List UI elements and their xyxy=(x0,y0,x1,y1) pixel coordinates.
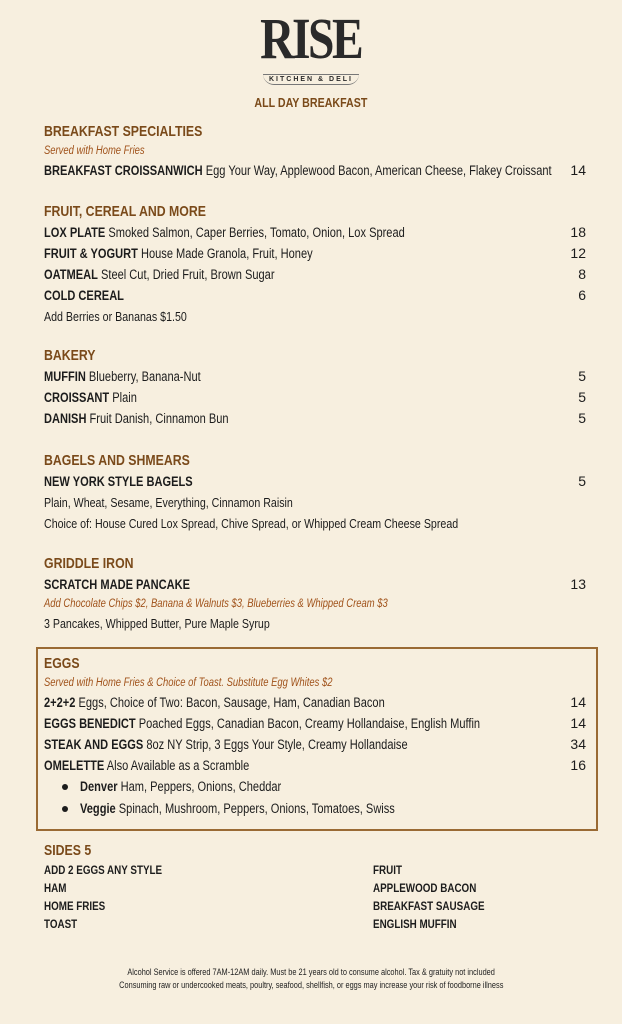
menu-item: EGGS BENEDICT Poached Eggs, Canadian Bacon, Creamy Hollandaise, English Muffin 14 xyxy=(44,713,586,734)
section-title: SIDES 5 xyxy=(44,842,92,859)
logo-word: RISE xyxy=(260,6,362,71)
sides-right-column xyxy=(373,861,509,933)
side-item: FRUIT xyxy=(373,863,402,877)
section-title: FRUIT, CEREAL AND MORE xyxy=(44,203,206,220)
item-price: 16 xyxy=(570,757,586,773)
pancake-description: 3 Pancakes, Whipped Butter, Pure Maple Syrup xyxy=(44,616,270,631)
item-price: 18 xyxy=(570,224,586,240)
footer xyxy=(0,966,622,992)
side-item: ENGLISH MUFFIN xyxy=(373,917,457,931)
bagel-spreads: Choice of: House Cured Lox Spread, Chive Spread, or Whipped Cream Cheese Spread xyxy=(44,516,459,531)
menu-item: COLD CEREAL 6 xyxy=(44,285,586,306)
side-item: HAM xyxy=(44,881,67,895)
section-title: BREAKFAST SPECIALTIES xyxy=(44,123,203,140)
omelette-option: Veggie Spinach, Mushroom, Peppers, Onions, Tomatoes, Swiss xyxy=(44,798,586,820)
menu-item: FRUIT & YOGURT House Made Granola, Fruit, Honey 12 xyxy=(44,243,586,264)
omelette-option: Denver Ham, Peppers, Onions, Cheddar xyxy=(44,776,586,798)
item-price: 12 xyxy=(570,245,586,261)
sides-left-column xyxy=(44,861,188,933)
menu-item xyxy=(44,160,586,181)
item-price: 5 xyxy=(578,368,586,384)
section-note: Served with Home Fries & Choice of Toast. Substitute Egg Whites $2 xyxy=(44,677,333,689)
side-item: BREAKFAST SAUSAGE xyxy=(373,899,485,913)
section-bakery xyxy=(44,346,586,429)
section-title: EGGS xyxy=(44,655,80,672)
footer-alcohol-notice: Alcohol Service is offered 7AM-12AM daily. Must be 21 years old to consume alcohol. Tax & gratuity not included xyxy=(127,967,495,977)
section-fruit-cereal xyxy=(44,202,586,327)
item-name: BREAKFAST CROISSANWICH xyxy=(44,163,203,178)
menu-item: NEW YORK STYLE BAGELS 5 xyxy=(44,471,586,492)
tagline: ALL DAY BREAKFAST xyxy=(254,95,368,110)
menu-item: DANISH Fruit Danish, Cinnamon Bun 5 xyxy=(44,408,586,429)
menu-item: LOX PLATE Smoked Salmon, Caper Berries, Tomato, Onion, Lox Spread 18 xyxy=(44,222,586,243)
item-price: 5 xyxy=(578,389,586,405)
menu-item: OATMEAL Steel Cut, Dried Fruit, Brown Sugar 8 xyxy=(44,264,586,285)
section-eggs xyxy=(44,654,586,820)
section-title: BAKERY xyxy=(44,347,96,364)
section-griddle-iron xyxy=(44,554,586,634)
item-price: 13 xyxy=(570,576,586,592)
section-bagels xyxy=(44,451,586,534)
item-price: 14 xyxy=(570,162,586,178)
pancake-addons: Add Chocolate Chips $2, Banana & Walnuts $3, Blueberries & Whipped Cream $3 xyxy=(44,598,388,610)
menu-item: STEAK AND EGGS 8oz NY Strip, 3 Eggs Your Style, Creamy Hollandaise 34 xyxy=(44,734,586,755)
logo-subtitle: KITCHEN & DELI xyxy=(263,74,359,85)
menu-item: CROISSANT Plain 5 xyxy=(44,387,586,408)
bagel-varieties: Plain, Wheat, Sesame, Everything, Cinnamon Raisin xyxy=(44,495,293,510)
side-item: TOAST xyxy=(44,917,78,931)
item-price: 5 xyxy=(578,473,586,489)
item-price: 34 xyxy=(570,736,586,752)
menu-item: SCRATCH MADE PANCAKE 13 xyxy=(44,574,586,595)
menu-item: MUFFIN Blueberry, Banana-Nut 5 xyxy=(44,366,586,387)
extra-note: Add Berries or Bananas $1.50 xyxy=(44,309,187,324)
item-price: 14 xyxy=(570,694,586,710)
section-title: GRIDDLE IRON xyxy=(44,555,134,572)
item-price: 14 xyxy=(570,715,586,731)
item-price: 8 xyxy=(578,266,586,282)
item-price: 5 xyxy=(578,410,586,426)
item-desc: Egg Your Way, Applewood Bacon, American Cheese, Flakey Croissant xyxy=(205,163,552,178)
footer-health-notice: Consuming raw or undercooked meats, poultry, seafood, shellfish, or eggs may increase your risk of foodborne illness xyxy=(118,980,504,990)
logo xyxy=(0,6,622,86)
section-title: BAGELS AND SHMEARS xyxy=(44,452,190,469)
side-item: APPLEWOOD BACON xyxy=(373,881,477,895)
item-price: 6 xyxy=(578,287,586,303)
section-sides xyxy=(44,841,604,931)
section-note: Served with Home Fries xyxy=(44,145,145,157)
side-item: HOME FRIES xyxy=(44,899,106,913)
side-item: ADD 2 EGGS ANY STYLE xyxy=(44,863,163,877)
section-breakfast-specialties xyxy=(44,122,586,181)
menu-item: OMELETTE Also Available as a Scramble 16 xyxy=(44,755,586,776)
menu-item: 2+2+2 Eggs, Choice of Two: Bacon, Sausage, Ham, Canadian Bacon 14 xyxy=(44,692,586,713)
